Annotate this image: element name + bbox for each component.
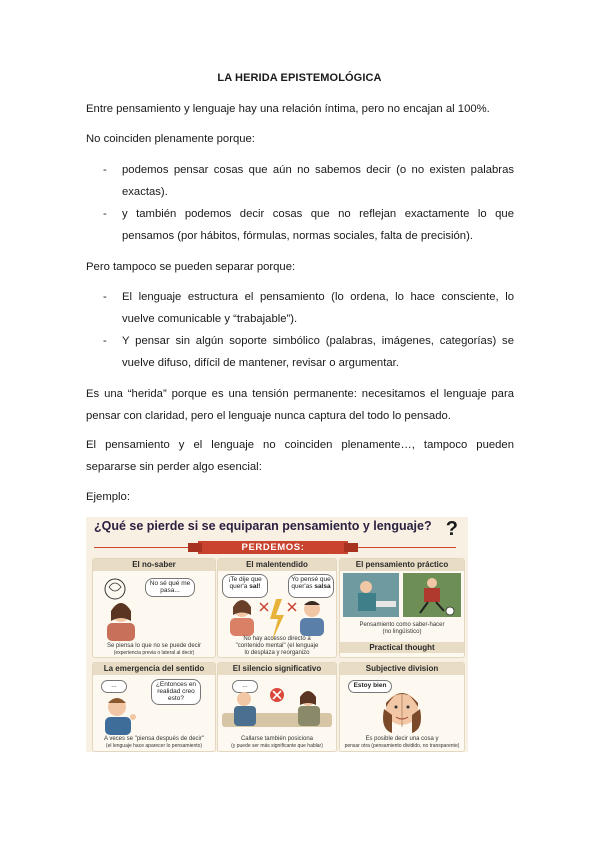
panel-no-saber (92, 558, 216, 658)
panel-malentendido (217, 558, 337, 658)
bubble-text: ¡Te dije que quer'a (228, 576, 262, 590)
panel-caption: (y puede ser más significante que hablar) (231, 743, 323, 749)
speech-bubble: No sé qué me pasa... (145, 578, 195, 597)
silent-couple-illustration (218, 685, 336, 735)
paragraph-no-separar: Pero tampoco se pueden separar porque: (86, 261, 296, 273)
paragraph-herida: Es una “herida” porque es una tensión permanente: necesitamos el lenguaje para pensar con claridad, pero el lenguaje nunca captura del todo lo pensado. (86, 388, 514, 422)
panel-caption: pensar otra (pensamiento dividido, no transparente) (344, 743, 460, 749)
bubble-keyword: sal! (249, 583, 261, 590)
panel-caption: A veces se "piensa después de decir" (104, 736, 204, 742)
bullet-dash: - (103, 208, 107, 220)
paragraph-conclusion: El pensamiento y el lenguaje no coinciden plenamente…, tampoco pueden separarse sin perder algo esencial: (86, 439, 514, 473)
paragraph-intro: Entre pensamiento y lenguaje hay una relación íntima, pero no encajan al 100%. (86, 103, 490, 115)
panel-header: La emergencia del sentido (93, 663, 215, 675)
bullet-text: Y pensar sin algún soporte simbólico (palabras, imágenes, categorías) se vuelve difuso, difícil de mantener, revisar o argumentar. (122, 335, 514, 369)
panel-caption: (el lenguaje hace aparecer lo pensamiento) (105, 743, 203, 749)
speech-bubble: Estoy bien (348, 680, 392, 693)
document-title: LA HERIDA EPISTEMOLÓGICA (217, 72, 382, 84)
bullet-item (86, 330, 514, 374)
speech-bubble (288, 574, 334, 598)
panel-caption: (experiencia previa o lateral al decir) (113, 650, 195, 656)
thinking-man-illustration (99, 695, 159, 735)
surgeon-soccer-illustration (340, 573, 464, 619)
bullet-dash: - (103, 164, 107, 176)
bullet-item (86, 286, 514, 330)
speech-bubble: ... (232, 680, 258, 693)
bullet-text: y también podemos decir cosas que no reflejan exactamente lo que pensamos (por hábitos, fórmulas, normas sociales, falta de precisión). (122, 208, 514, 242)
practical-thought-label: Practical thought (340, 642, 464, 653)
panel-caption: "contenido mental" (el lenguaje (235, 643, 319, 649)
divider (356, 547, 456, 548)
panel-emergencia-sentido (92, 662, 216, 752)
perdemos-ribbon: PERDEMOS: (198, 541, 348, 554)
divider (94, 547, 190, 548)
question-mark-icon: ? (445, 518, 458, 540)
panel-caption: lo desplaza y reorganizo (244, 650, 310, 656)
bullet-item (86, 159, 514, 203)
bubble-keyword: salsa (314, 583, 331, 590)
speech-bubble (222, 574, 268, 598)
bullet-text: podemos pensar cosas que aún no sabemos decir (o no existen palabras exactas). (122, 164, 514, 198)
panel-caption: No hay accesso directo a (243, 636, 311, 642)
divided-face-illustration (340, 687, 464, 735)
panel-caption: Pensamiento como saber-hacer (359, 622, 445, 628)
bubble-text: Yo pensé que quer'as (291, 576, 331, 590)
panel-subjective-division (339, 662, 465, 752)
bullet-dash: - (103, 291, 107, 303)
panel-header: Subjective division (340, 663, 464, 675)
thought-bubble: ¿Entonces en realidad creo esto? (151, 679, 201, 705)
panel-header: El no-saber (93, 559, 215, 571)
infographic (86, 517, 468, 752)
panel-caption: Es posible decir una cosa y (365, 736, 439, 742)
panel-header: El malentendido (218, 559, 336, 571)
panel-pensamiento-practico (339, 558, 465, 658)
panel-header: El pensamiento práctico (340, 559, 464, 571)
panel-caption: (no lingüístico) (382, 629, 422, 635)
paragraph-no-coinciden: No coinciden plenamente porque: (86, 133, 255, 145)
panel-caption: Callarse también posiciona (240, 736, 314, 742)
bullet-dash: - (103, 335, 107, 347)
panel-caption: Se piensa lo que no se puede decir (106, 643, 202, 649)
bullet-item (86, 203, 514, 247)
panel-silencio-significativo (217, 662, 337, 752)
speech-bubble: ... (101, 680, 127, 693)
infographic-title: ¿Qué se pierde si se equiparan pensamiento y lenguaje? (94, 519, 432, 533)
bullet-text: El lenguaje estructura el pensamiento (lo ordena, lo hace consciente, lo vuelve comunicable y “trabajable”). (122, 291, 514, 325)
panel-header: El silencio significativo (218, 663, 336, 675)
paragraph-ejemplo: Ejemplo: (86, 491, 130, 503)
